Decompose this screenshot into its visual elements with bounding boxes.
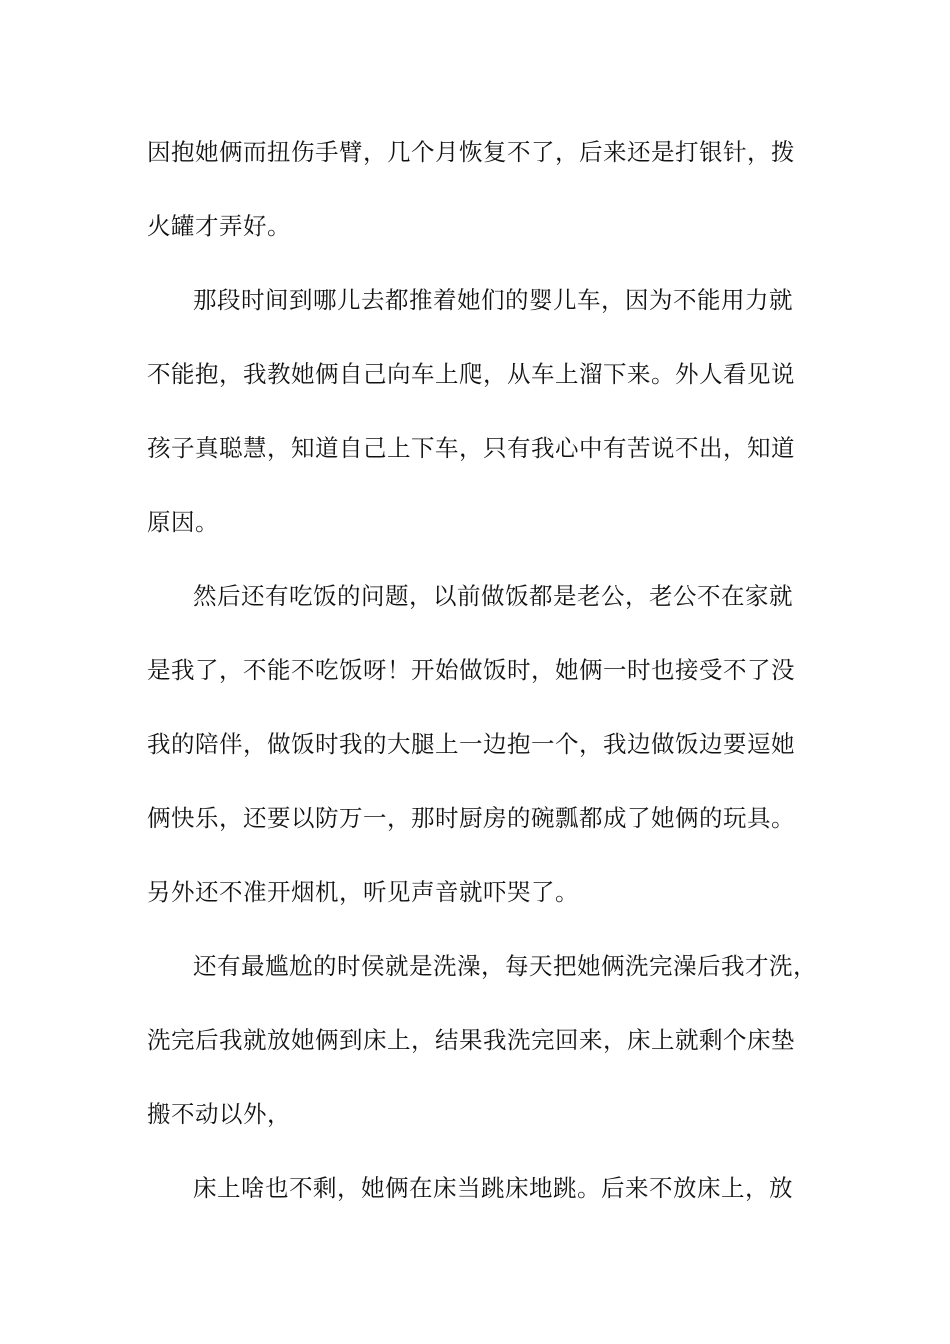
text-line: 原因。 [147,508,219,536]
text-line: 不能抱，我教她俩自己向车上爬，从车上溜下来。外人看见说 [147,360,795,388]
paragraph-first-line: 然后还有吃饭的问题，以前做饭都是老公，老公不在家就 [193,582,793,610]
text-line: 因抱她俩而扭伤手臂，几个月恢复不了，后来还是打银针，拨 [147,138,795,166]
paragraph-first-line: 床上啥也不剩，她俩在床当跳床地跳。后来不放床上，放 [193,1174,793,1202]
text-line: 火罐才弄好。 [147,212,291,240]
text-line: 孩子真聪慧，知道自己上下车，只有我心中有苦说不出，知道 [147,434,795,462]
text-line: 是我了，不能不吃饭呀！开始做饭时，她俩一时也接受不了没 [147,656,795,684]
text-line: 洗完后我就放她俩到床上，结果我洗完回来，床上就剩个床垫 [147,1026,795,1054]
paragraph-first-line: 那段时间到哪儿去都推着她们的婴儿车，因为不能用力就 [193,286,793,314]
text-line: 我的陪伴，做饭时我的大腿上一边抱一个，我边做饭边要逗她 [147,730,795,758]
text-line: 俩快乐，还要以防万一，那时厨房的碗瓢都成了她俩的玩具。 [147,804,795,832]
text-line: 另外还不准开烟机，听见声音就吓哭了。 [147,878,579,906]
text-line: 搬不动以外， [147,1100,291,1128]
paragraph-first-line: 还有最尴尬的时侯就是洗澡，每天把她俩洗完澡后我才洗， [193,952,817,980]
